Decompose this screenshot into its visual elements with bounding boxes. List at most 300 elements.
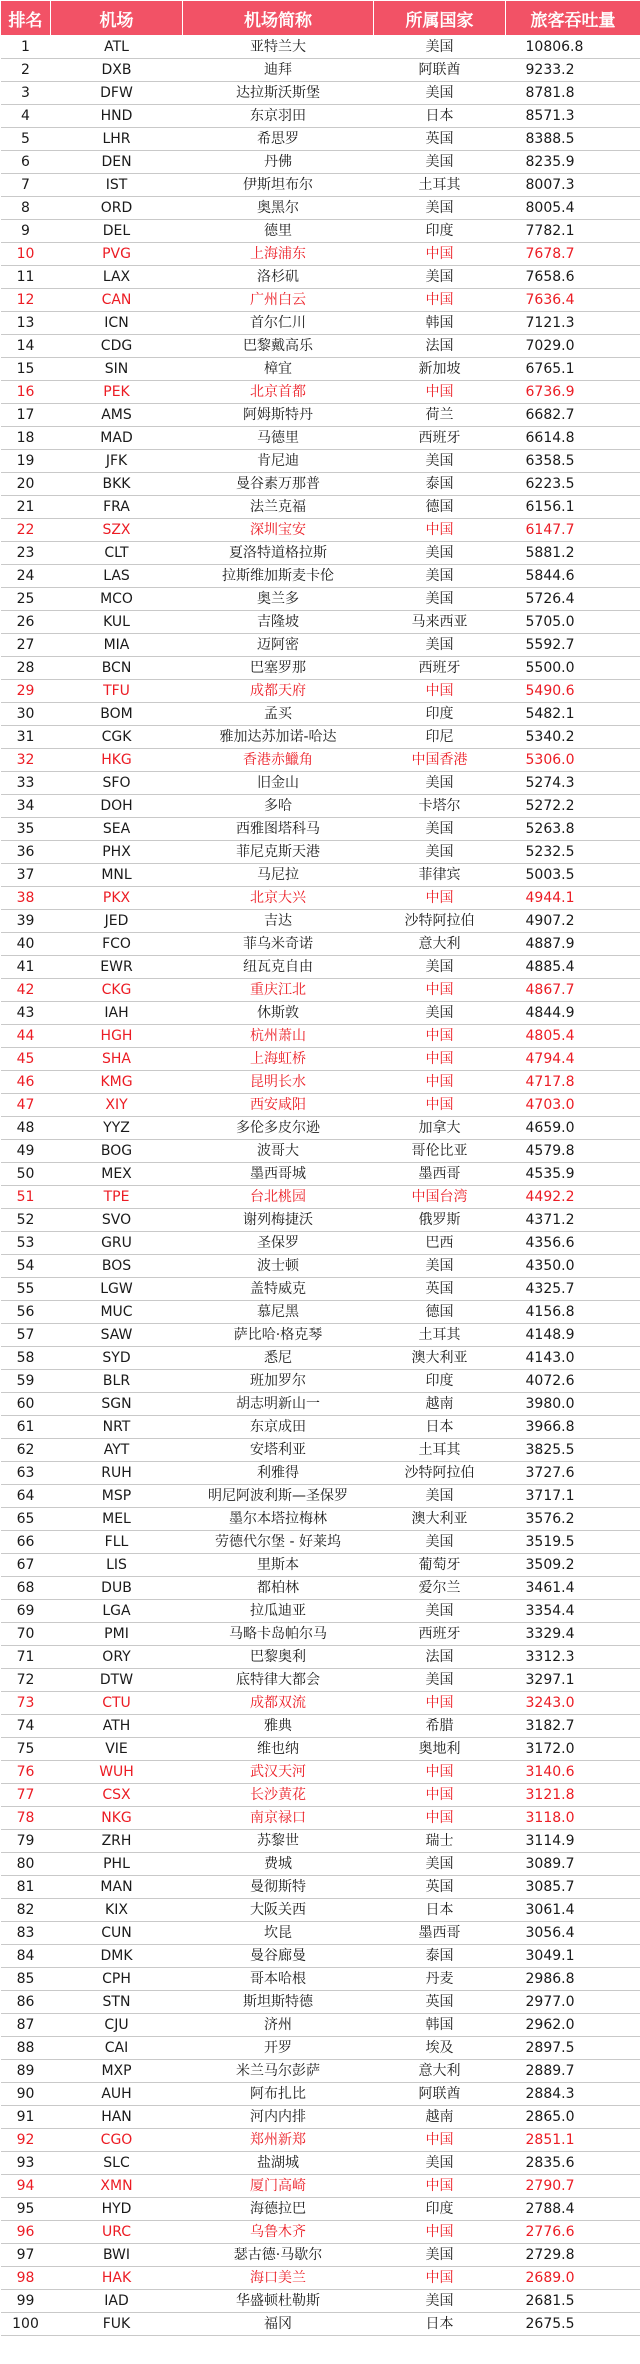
rank-cell: 46: [1, 1071, 51, 1094]
rank-cell: 92: [1, 2129, 51, 2152]
table-row: [1, 289, 640, 312]
country-cell: 越南: [374, 1393, 506, 1416]
table-row: [1, 496, 640, 519]
rank-cell: 25: [1, 588, 51, 611]
rank-cell: 87: [1, 2014, 51, 2037]
rank-cell: 12: [1, 289, 51, 312]
country-cell: 美国: [374, 841, 506, 864]
rank-cell: 59: [1, 1370, 51, 1393]
table-row: [1, 105, 640, 128]
passenger-traffic-cell: 3576.2: [506, 1508, 640, 1531]
passenger-traffic-cell: 3717.1: [506, 1485, 640, 1508]
airport-name-cell: 乌鲁木齐: [183, 2221, 374, 2244]
table-row: [1, 2014, 640, 2037]
passenger-traffic-cell: 2776.6: [506, 2221, 640, 2244]
country-cell: 西班牙: [374, 1623, 506, 1646]
country-cell: 印度: [374, 220, 506, 243]
airport-name-cell: 劳德代尔堡 - 好莱坞: [183, 1531, 374, 1554]
airport-code-cell: HKG: [51, 749, 183, 772]
country-cell: 英国: [374, 1278, 506, 1301]
airport-code-cell: LGA: [51, 1600, 183, 1623]
airport-name-cell: 北京大兴: [183, 887, 374, 910]
table-row: [1, 933, 640, 956]
passenger-traffic-cell: 4907.2: [506, 910, 640, 933]
rank-cell: 64: [1, 1485, 51, 1508]
country-cell: 西班牙: [374, 657, 506, 680]
passenger-traffic-cell: 4703.0: [506, 1094, 640, 1117]
airport-name-cell: 武汉天河: [183, 1761, 374, 1784]
airport-name-cell: 拉瓜迪亚: [183, 1600, 374, 1623]
airport-name-cell: 成都天府: [183, 680, 374, 703]
airport-code-cell: GRU: [51, 1232, 183, 1255]
rank-cell: 89: [1, 2060, 51, 2083]
airport-code-cell: CGO: [51, 2129, 183, 2152]
table-row: [1, 1577, 640, 1600]
table-row: [1, 1462, 640, 1485]
country-cell: 中国: [374, 519, 506, 542]
rank-cell: 98: [1, 2267, 51, 2290]
passenger-traffic-cell: 9233.2: [506, 59, 640, 82]
table-row: [1, 956, 640, 979]
rank-cell: 42: [1, 979, 51, 1002]
table-row: [1, 1163, 640, 1186]
passenger-traffic-cell: 4794.4: [506, 1048, 640, 1071]
airport-code-cell: MAN: [51, 1876, 183, 1899]
country-cell: 美国: [374, 197, 506, 220]
rank-cell: 57: [1, 1324, 51, 1347]
header-airport-name[interactable]: 机场简称: [183, 1, 374, 36]
table-row: [1, 1738, 640, 1761]
rank-cell: 71: [1, 1646, 51, 1669]
country-cell: 中国: [374, 1761, 506, 1784]
country-cell: 法国: [374, 335, 506, 358]
country-cell: 美国: [374, 2244, 506, 2267]
country-cell: 中国: [374, 2267, 506, 2290]
table-row: [1, 128, 640, 151]
passenger-traffic-cell: 6223.5: [506, 473, 640, 496]
airport-code-cell: FUK: [51, 2313, 183, 2336]
passenger-traffic-cell: 5003.5: [506, 864, 640, 887]
airport-name-cell: 华盛顿杜勒斯: [183, 2290, 374, 2313]
country-cell: 中国: [374, 243, 506, 266]
country-cell: 美国: [374, 772, 506, 795]
country-cell: 土耳其: [374, 174, 506, 197]
rank-cell: 36: [1, 841, 51, 864]
rank-cell: 58: [1, 1347, 51, 1370]
airport-code-cell: HND: [51, 105, 183, 128]
passenger-traffic-cell: 3825.5: [506, 1439, 640, 1462]
country-cell: 美国: [374, 450, 506, 473]
passenger-traffic-cell: 5274.3: [506, 772, 640, 795]
passenger-traffic-cell: 6147.7: [506, 519, 640, 542]
rank-cell: 86: [1, 1991, 51, 2014]
table-row: [1, 1623, 640, 1646]
airport-name-cell: 胡志明新山一: [183, 1393, 374, 1416]
airport-name-cell: 坎昆: [183, 1922, 374, 1945]
rank-cell: 91: [1, 2106, 51, 2129]
table-row: [1, 1922, 640, 1945]
airport-name-cell: 德里: [183, 220, 374, 243]
table-row: [1, 1393, 640, 1416]
country-cell: 中国: [374, 1784, 506, 1807]
country-cell: 丹麦: [374, 1968, 506, 1991]
passenger-traffic-cell: 2788.4: [506, 2198, 640, 2221]
airport-name-cell: 马尼拉: [183, 864, 374, 887]
country-cell: 菲律宾: [374, 864, 506, 887]
airport-name-cell: 曼彻斯特: [183, 1876, 374, 1899]
airport-code-cell: ORY: [51, 1646, 183, 1669]
passenger-traffic-cell: 5482.1: [506, 703, 640, 726]
rank-cell: 56: [1, 1301, 51, 1324]
table-row: [1, 1991, 640, 2014]
table-row: [1, 381, 640, 404]
table-row: [1, 2152, 640, 2175]
passenger-traffic-cell: 2977.0: [506, 1991, 640, 2014]
airport-code-cell: URC: [51, 2221, 183, 2244]
header-country[interactable]: 所属国家: [374, 1, 506, 36]
country-cell: 马来西亚: [374, 611, 506, 634]
table-row: [1, 542, 640, 565]
table-row: [1, 749, 640, 772]
airport-code-cell: BWI: [51, 2244, 183, 2267]
table-row: [1, 2267, 640, 2290]
airport-code-cell: BOG: [51, 1140, 183, 1163]
passenger-traffic-cell: 3172.0: [506, 1738, 640, 1761]
table-row: [1, 1531, 640, 1554]
passenger-traffic-cell: 5490.6: [506, 680, 640, 703]
table-row: [1, 611, 640, 634]
airport-code-cell: SYD: [51, 1347, 183, 1370]
country-cell: 印度: [374, 2198, 506, 2221]
airport-code-cell: FCO: [51, 933, 183, 956]
airport-code-cell: DEL: [51, 220, 183, 243]
airport-name-cell: 郑州新郑: [183, 2129, 374, 2152]
passenger-traffic-cell: 8005.4: [506, 197, 640, 220]
country-cell: 墨西哥: [374, 1922, 506, 1945]
rank-cell: 5: [1, 128, 51, 151]
passenger-traffic-cell: 2681.5: [506, 2290, 640, 2313]
airport-code-cell: DXB: [51, 59, 183, 82]
country-cell: 英国: [374, 1991, 506, 2014]
airport-name-cell: 悉尼: [183, 1347, 374, 1370]
airport-code-cell: KUL: [51, 611, 183, 634]
country-cell: 美国: [374, 82, 506, 105]
table-row: [1, 910, 640, 933]
passenger-traffic-cell: 4659.0: [506, 1117, 640, 1140]
airport-name-cell: 丹佛: [183, 151, 374, 174]
airport-name-cell: 迈阿密: [183, 634, 374, 657]
rank-cell: 97: [1, 2244, 51, 2267]
airport-code-cell: CKG: [51, 979, 183, 1002]
passenger-traffic-cell: 3980.0: [506, 1393, 640, 1416]
country-cell: 印尼: [374, 726, 506, 749]
table-row: [1, 2037, 640, 2060]
passenger-traffic-cell: 4350.0: [506, 1255, 640, 1278]
rank-cell: 16: [1, 381, 51, 404]
country-cell: 泰国: [374, 1945, 506, 1968]
airport-code-cell: FLL: [51, 1531, 183, 1554]
airport-name-cell: 大阪关西: [183, 1899, 374, 1922]
airport-name-cell: 北京首都: [183, 381, 374, 404]
airport-code-cell: CDG: [51, 335, 183, 358]
passenger-traffic-cell: 2889.7: [506, 2060, 640, 2083]
airport-name-cell: 达拉斯沃斯堡: [183, 82, 374, 105]
country-cell: 法国: [374, 1646, 506, 1669]
country-cell: 沙特阿拉伯: [374, 1462, 506, 1485]
airport-name-cell: 波哥大: [183, 1140, 374, 1163]
airport-code-cell: KIX: [51, 1899, 183, 1922]
passenger-traffic-cell: 4844.9: [506, 1002, 640, 1025]
table-row: [1, 2129, 640, 2152]
table-row: [1, 1646, 640, 1669]
table-row: [1, 450, 640, 473]
airport-name-cell: 吉隆坡: [183, 611, 374, 634]
rank-cell: 99: [1, 2290, 51, 2313]
airport-code-cell: HAN: [51, 2106, 183, 2129]
airport-name-cell: 昆明长水: [183, 1071, 374, 1094]
airport-code-cell: AYT: [51, 1439, 183, 1462]
airport-name-cell: 巴黎奥利: [183, 1646, 374, 1669]
airport-name-cell: 孟买: [183, 703, 374, 726]
rank-cell: 88: [1, 2037, 51, 2060]
airport-name-cell: 上海浦东: [183, 243, 374, 266]
country-cell: 中国香港: [374, 749, 506, 772]
country-cell: 爱尔兰: [374, 1577, 506, 1600]
rank-cell: 47: [1, 1094, 51, 1117]
airport-name-cell: 海德拉巴: [183, 2198, 374, 2221]
passenger-traffic-cell: 7121.3: [506, 312, 640, 335]
passenger-traffic-cell: 2865.0: [506, 2106, 640, 2129]
header-passenger-traffic[interactable]: 旅客吞吐量: [506, 1, 640, 36]
passenger-traffic-cell: 5263.8: [506, 818, 640, 841]
passenger-traffic-cell: 2986.8: [506, 1968, 640, 1991]
airport-name-cell: 东京成田: [183, 1416, 374, 1439]
table-row: [1, 1600, 640, 1623]
table-row: [1, 1278, 640, 1301]
table-row: [1, 864, 640, 887]
rank-cell: 79: [1, 1830, 51, 1853]
rank-cell: 68: [1, 1577, 51, 1600]
airport-code-cell: CTU: [51, 1692, 183, 1715]
airport-name-cell: 西安咸阳: [183, 1094, 374, 1117]
country-cell: 葡萄牙: [374, 1554, 506, 1577]
country-cell: 俄罗斯: [374, 1209, 506, 1232]
airport-name-cell: 谢列梅捷沃: [183, 1209, 374, 1232]
airport-code-cell: JFK: [51, 450, 183, 473]
rank-cell: 34: [1, 795, 51, 818]
passenger-traffic-cell: 6765.1: [506, 358, 640, 381]
airport-name-cell: 米兰马尔彭萨: [183, 2060, 374, 2083]
passenger-traffic-cell: 4356.6: [506, 1232, 640, 1255]
passenger-traffic-cell: 4143.0: [506, 1347, 640, 1370]
passenger-traffic-cell: 7678.7: [506, 243, 640, 266]
rank-cell: 82: [1, 1899, 51, 1922]
rank-cell: 65: [1, 1508, 51, 1531]
rank-cell: 9: [1, 220, 51, 243]
rank-cell: 84: [1, 1945, 51, 1968]
airport-name-cell: 河内内排: [183, 2106, 374, 2129]
passenger-traffic-cell: 3089.7: [506, 1853, 640, 1876]
rank-cell: 38: [1, 887, 51, 910]
passenger-traffic-cell: 8388.5: [506, 128, 640, 151]
airport-code-cell: PHX: [51, 841, 183, 864]
table-row: [1, 657, 640, 680]
airport-code-cell: SFO: [51, 772, 183, 795]
country-cell: 德国: [374, 496, 506, 519]
table-row: [1, 1186, 640, 1209]
airport-code-cell: CAI: [51, 2037, 183, 2060]
airport-code-cell: BOM: [51, 703, 183, 726]
country-cell: 中国: [374, 1071, 506, 1094]
airport-code-cell: LHR: [51, 128, 183, 151]
airport-name-cell: 夏洛特道格拉斯: [183, 542, 374, 565]
airport-code-cell: BCN: [51, 657, 183, 680]
country-cell: 澳大利亚: [374, 1508, 506, 1531]
airport-code-cell: YYZ: [51, 1117, 183, 1140]
rank-cell: 83: [1, 1922, 51, 1945]
rank-cell: 3: [1, 82, 51, 105]
rank-cell: 69: [1, 1600, 51, 1623]
airport-name-cell: 旧金山: [183, 772, 374, 795]
passenger-traffic-cell: 5592.7: [506, 634, 640, 657]
passenger-traffic-cell: 2835.6: [506, 2152, 640, 2175]
country-cell: 美国: [374, 1002, 506, 1025]
header-airport-code[interactable]: 机场: [51, 1, 183, 36]
airport-code-cell: CLT: [51, 542, 183, 565]
rank-cell: 33: [1, 772, 51, 795]
passenger-traffic-cell: 5726.4: [506, 588, 640, 611]
country-cell: 瑞士: [374, 1830, 506, 1853]
table-row: [1, 2221, 640, 2244]
passenger-traffic-cell: 3114.9: [506, 1830, 640, 1853]
table-row: [1, 1830, 640, 1853]
table-row: [1, 1876, 640, 1899]
rank-cell: 2: [1, 59, 51, 82]
passenger-traffic-cell: 8007.3: [506, 174, 640, 197]
airport-name-cell: 菲尼克斯天港: [183, 841, 374, 864]
country-cell: 美国: [374, 956, 506, 979]
country-cell: 奥地利: [374, 1738, 506, 1761]
airport-code-cell: VIE: [51, 1738, 183, 1761]
passenger-traffic-cell: 3182.7: [506, 1715, 640, 1738]
airport-code-cell: HAK: [51, 2267, 183, 2290]
rank-cell: 17: [1, 404, 51, 427]
table-row: [1, 36, 640, 59]
airport-code-cell: MNL: [51, 864, 183, 887]
header-rank[interactable]: 排名: [1, 1, 51, 36]
passenger-traffic-cell: 2729.8: [506, 2244, 640, 2267]
table-row: [1, 703, 640, 726]
airport-name-cell: 南京禄口: [183, 1807, 374, 1830]
country-cell: 美国: [374, 1600, 506, 1623]
passenger-traffic-cell: 8571.3: [506, 105, 640, 128]
country-cell: 荷兰: [374, 404, 506, 427]
rank-cell: 100: [1, 2313, 51, 2336]
table-row: [1, 1784, 640, 1807]
airport-name-cell: 深圳宝安: [183, 519, 374, 542]
table-row: [1, 59, 640, 82]
rank-cell: 72: [1, 1669, 51, 1692]
rank-cell: 44: [1, 1025, 51, 1048]
country-cell: 阿联酋: [374, 2083, 506, 2106]
table-header: [1, 1, 640, 36]
country-cell: 美国: [374, 36, 506, 59]
passenger-traffic-cell: 7636.4: [506, 289, 640, 312]
table-row: [1, 1968, 640, 1991]
table-row: [1, 2290, 640, 2313]
airport-code-cell: MIA: [51, 634, 183, 657]
passenger-traffic-cell: 5844.6: [506, 565, 640, 588]
airport-code-cell: SIN: [51, 358, 183, 381]
passenger-traffic-cell: 6358.5: [506, 450, 640, 473]
passenger-traffic-cell: 3509.2: [506, 1554, 640, 1577]
country-cell: 泰国: [374, 473, 506, 496]
country-cell: 美国: [374, 1853, 506, 1876]
airport-code-cell: PMI: [51, 1623, 183, 1646]
rank-cell: 61: [1, 1416, 51, 1439]
passenger-traffic-cell: 4156.8: [506, 1301, 640, 1324]
table-row: [1, 1232, 640, 1255]
table-row: [1, 1209, 640, 1232]
airport-name-cell: 墨尔本塔拉梅林: [183, 1508, 374, 1531]
rank-cell: 70: [1, 1623, 51, 1646]
country-cell: 中国: [374, 1094, 506, 1117]
table-row: [1, 519, 640, 542]
airport-name-cell: 圣保罗: [183, 1232, 374, 1255]
airport-code-cell: DOH: [51, 795, 183, 818]
country-cell: 埃及: [374, 2037, 506, 2060]
rank-cell: 85: [1, 1968, 51, 1991]
passenger-traffic-cell: 6156.1: [506, 496, 640, 519]
airport-code-cell: CSX: [51, 1784, 183, 1807]
passenger-traffic-cell: 2897.5: [506, 2037, 640, 2060]
rank-cell: 52: [1, 1209, 51, 1232]
airport-name-cell: 曼谷素万那普: [183, 473, 374, 496]
passenger-traffic-cell: 3329.4: [506, 1623, 640, 1646]
airport-name-cell: 雅加达苏加诺-哈达: [183, 726, 374, 749]
airport-name-cell: 明尼阿波利斯—圣保罗: [183, 1485, 374, 1508]
rank-cell: 80: [1, 1853, 51, 1876]
airport-name-cell: 盐湖城: [183, 2152, 374, 2175]
rank-cell: 53: [1, 1232, 51, 1255]
airport-name-cell: 雅典: [183, 1715, 374, 1738]
airport-code-cell: BOS: [51, 1255, 183, 1278]
rank-cell: 90: [1, 2083, 51, 2106]
passenger-traffic-cell: 3354.4: [506, 1600, 640, 1623]
rank-cell: 29: [1, 680, 51, 703]
rank-cell: 26: [1, 611, 51, 634]
passenger-traffic-cell: 3312.3: [506, 1646, 640, 1669]
airport-name-cell: 迪拜: [183, 59, 374, 82]
airport-code-cell: STN: [51, 1991, 183, 2014]
airport-code-cell: SVO: [51, 1209, 183, 1232]
airport-name-cell: 利雅得: [183, 1462, 374, 1485]
airport-name-cell: 巴黎戴高乐: [183, 335, 374, 358]
table-row: [1, 795, 640, 818]
country-cell: 巴西: [374, 1232, 506, 1255]
table-row: [1, 1025, 640, 1048]
airport-name-cell: 吉达: [183, 910, 374, 933]
table-row: [1, 1301, 640, 1324]
passenger-traffic-cell: 3061.4: [506, 1899, 640, 1922]
rank-cell: 66: [1, 1531, 51, 1554]
airport-code-cell: ATL: [51, 36, 183, 59]
table-row: [1, 82, 640, 105]
airport-code-cell: CUN: [51, 1922, 183, 1945]
passenger-traffic-cell: 2675.5: [506, 2313, 640, 2336]
country-cell: 美国: [374, 2152, 506, 2175]
passenger-traffic-cell: 2851.1: [506, 2129, 640, 2152]
